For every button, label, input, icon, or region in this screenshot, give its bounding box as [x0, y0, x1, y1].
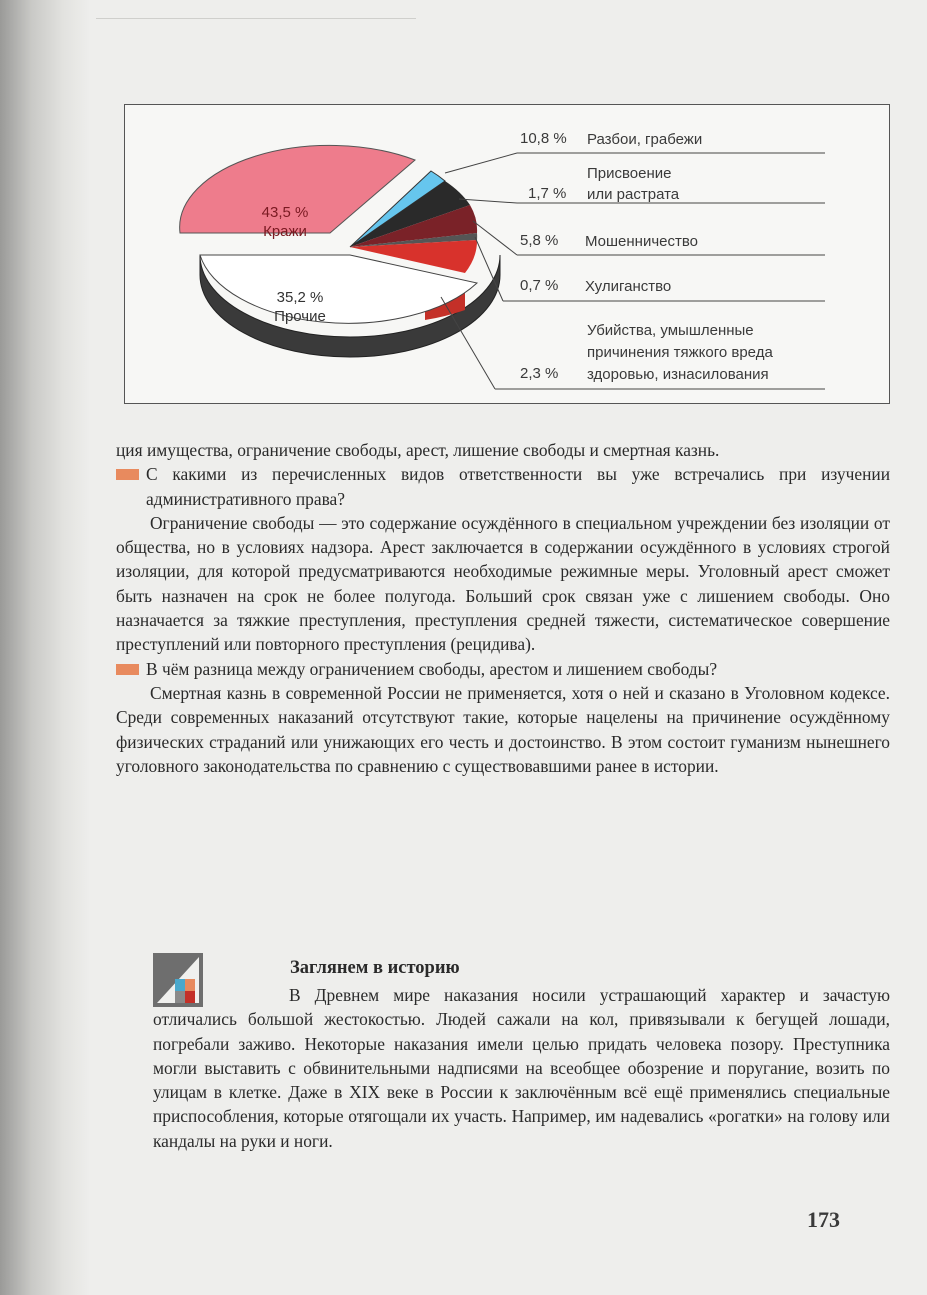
label-prochie [250, 288, 350, 326]
question-2 [116, 657, 890, 681]
leader-line-1 [445, 153, 517, 173]
legend-pct-2: 1,7 % [528, 185, 567, 202]
legend-label-2b: или растрата [587, 186, 680, 203]
paragraph-2: Ограничение свободы — это содержание осуждённого в специальном учреждении без изоляции от общества, но в условиях надзора. Арест заключается в содержании осуждённого в условиях строгой изоляции, для которой предусматриваются необходимые режимные меры. Уголовный арест сможет быть назначен на срок не более полугода. Больший срок связан уже с лишением свободы. Оно назначается за тяжкие преступления, преступления средней тяжести, систематическое совершение преступлений или повторного преступления (рецидива). [116, 512, 890, 655]
legend-pct-4: 0,7 % [520, 277, 559, 294]
paragraph-1: ция имущества, ограничение свободы, арест, лишение свободы и смертная казнь. [116, 440, 720, 460]
question-1 [116, 462, 890, 511]
question-marker [116, 664, 139, 675]
legend-label-1: Разбои, грабежи [587, 131, 703, 148]
label-kraji-name: Кражи [263, 223, 307, 240]
history-paragraph: В Древнем мире наказания носили устрашающий характер и зачастую отличались большой жестокостью. Людей сажали на кол, привязывали к бегущей лошади, погребали заживо. Некоторые наказания имели целью придать человека позору. Преступника могли выставить с обвинительными надписями на всеобщее обозрение и поругание, возить по улицам в клетке. Даже в XIX веке в России к заключённым всё ещё применялись специальные приспособления, которые отягощали их участь. Например, им надевались «рогатки» на голову или кандалы на руки и ноги. [153, 985, 890, 1151]
history-title: Заглянем в историю [290, 958, 460, 978]
paragraph-3: Смертная казнь в современной России не применяется, хотя о ней и сказано в Уголовном кодексе. Среди современных наказаний отсутствуют такие, которые нацелены на причинение осуждённому физических страданий или унижающих его честь и достоинство. В этом состоит гуманизм нынешнего уголовного законодательства по сравнению с существовавшими ранее в истории. [116, 682, 890, 776]
legend-label-5a: Убийства, умышленные [587, 322, 754, 339]
question-1-text: С какими из перечисленных видов ответственности вы уже встречались при изучении административного права? [146, 464, 890, 509]
legend-label-4: Хулиганство [585, 278, 672, 295]
label-kraji-pct: 43,5 % [261, 204, 309, 221]
pie-chart-frame [124, 104, 890, 404]
legend-label-3: Мошенничество [585, 233, 698, 250]
history-body [153, 983, 890, 1153]
label-kraji [235, 203, 335, 241]
legend-label-2a: Присвоение [587, 165, 672, 182]
leader-line-3 [473, 221, 517, 255]
top-rule [96, 18, 416, 19]
page-binding-shadow [0, 0, 90, 1295]
legend-pct-1: 10,8 % [520, 130, 567, 147]
legend-label-5b: причинения тяжкого вреда [587, 344, 773, 361]
question-marker [116, 469, 139, 480]
main-text [116, 438, 890, 778]
legend-pct-3: 5,8 % [520, 232, 559, 249]
pie-chart [125, 105, 891, 405]
legend-pct-5: 2,3 % [520, 365, 559, 382]
label-prochie-pct: 35,2 % [276, 289, 324, 306]
legend-label-5c: здоровью, изнасилования [587, 366, 769, 383]
page-number: 173 [807, 1207, 840, 1232]
label-prochie-name: Прочие [274, 308, 326, 325]
question-2-text: В чём разница между ограничением свободы, арестом и лишением свободы? [146, 658, 718, 679]
